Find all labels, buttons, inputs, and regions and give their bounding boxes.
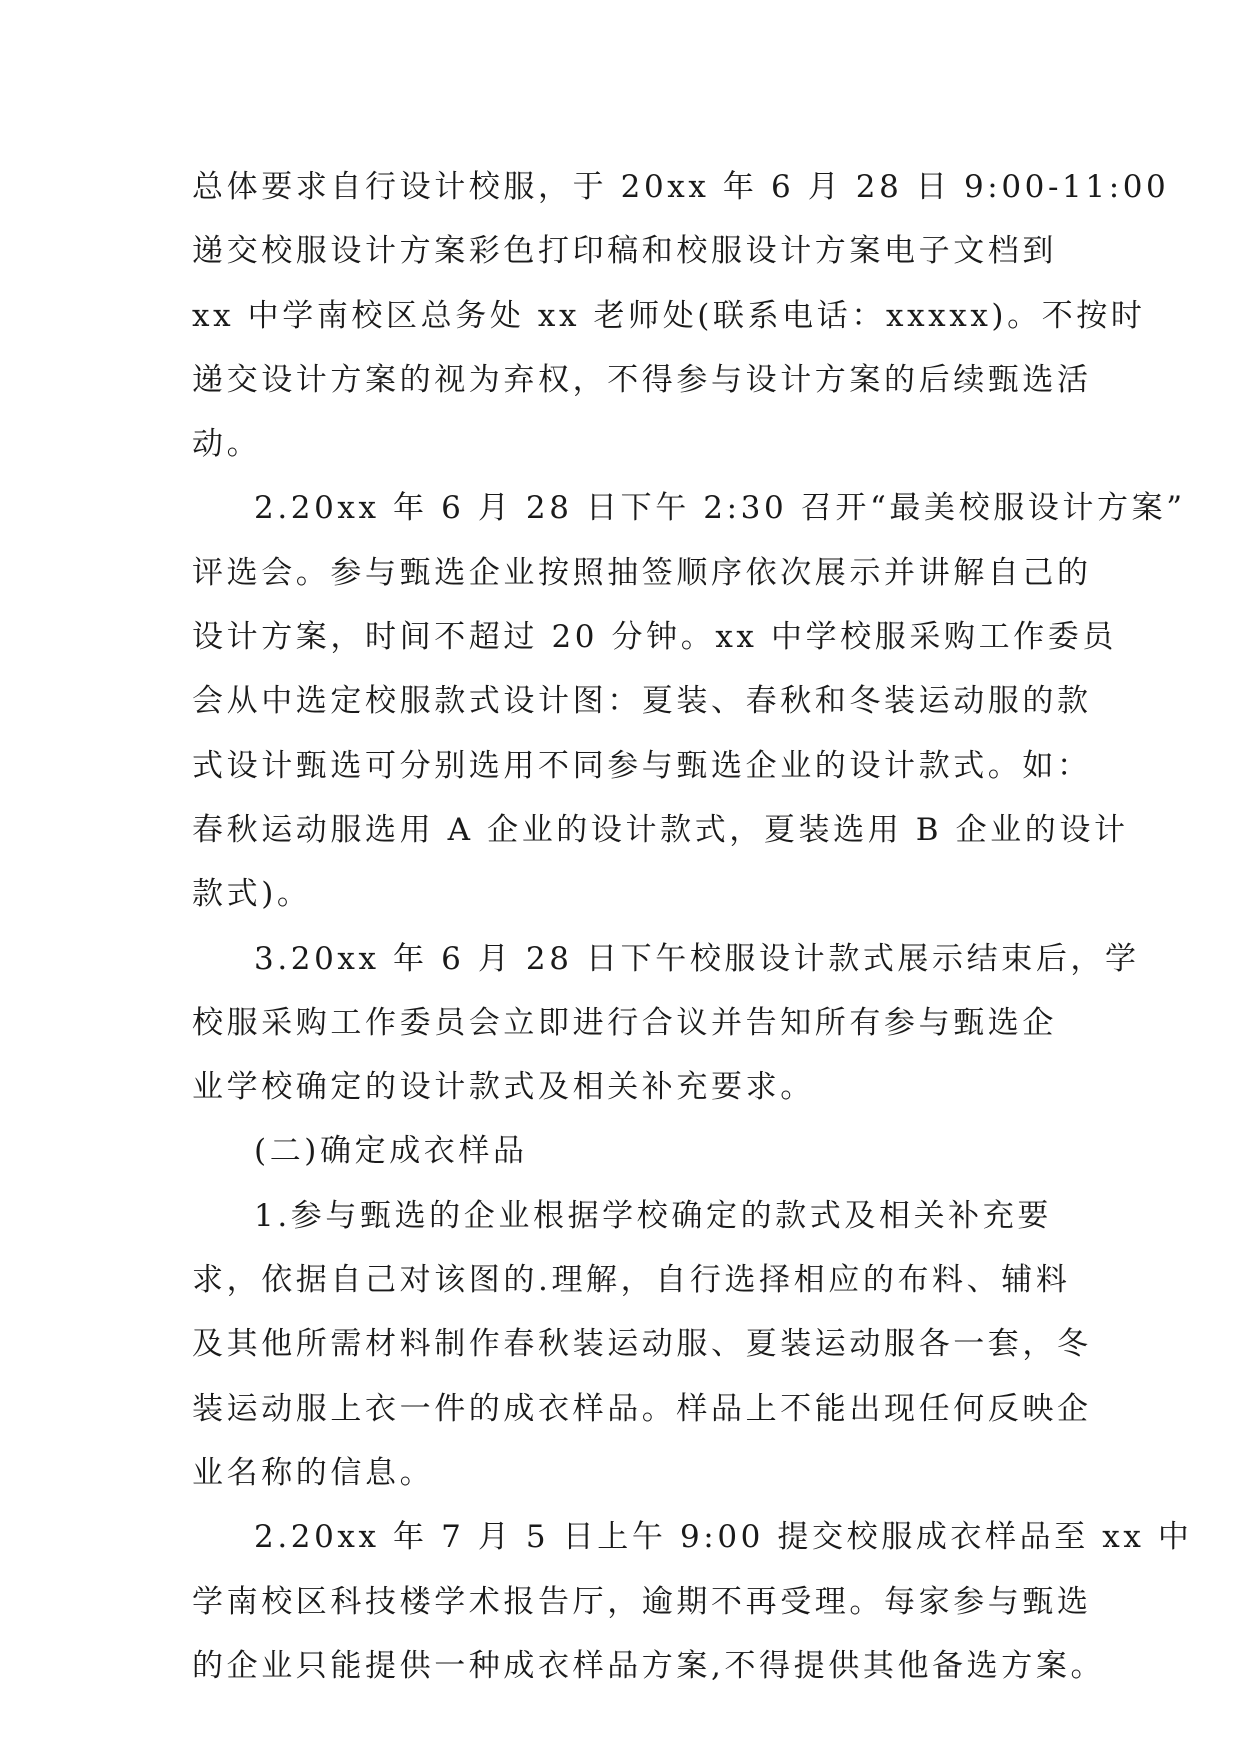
text-line: 设计方案，时间不超过 20 分钟。xx 中学校服采购工作委员 xyxy=(192,619,1117,656)
document-body xyxy=(192,155,1193,1698)
text-line: 会从中选定校服款式设计图：夏装、春秋和冬装运动服的款 xyxy=(192,683,1092,720)
text-line: 式设计甄选可分别选用不同参与甄选企业的设计款式。如： xyxy=(192,747,1092,784)
text-line: 装运动服上衣一件的成衣样品。样品上不能出现任何反映企 xyxy=(192,1390,1092,1427)
text-line: 业学校确定的设计款式及相关补充要求。 xyxy=(192,1069,815,1106)
text-line: 业名称的信息。 xyxy=(192,1454,435,1491)
text-line: 2.20xx 年 7 月 5 日上午 9:00 提交校服成衣样品至 xx 中 xyxy=(254,1519,1193,1556)
text-line: 春秋运动服选用 A 企业的设计款式，夏装选用 B 企业的设计 xyxy=(192,811,1129,848)
text-line: 的企业只能提供一种成衣样品方案,不得提供其他备选方案。 xyxy=(192,1647,1106,1684)
text-line: 学南校区科技楼学术报告厅，逾期不再受理。每家参与甄选 xyxy=(192,1583,1092,1620)
text-line: 动。 xyxy=(192,426,262,463)
text-line: 及其他所需材料制作春秋装运动服、夏装运动服各一套，冬 xyxy=(192,1326,1092,1363)
text-line: 1.参与甄选的企业根据学校确定的款式及相关补充要 xyxy=(254,1197,1052,1234)
text-line: 评选会。参与甄选企业按照抽签顺序依次展示并讲解自己的 xyxy=(192,554,1092,591)
text-line: 递交校服设计方案彩色打印稿和校服设计方案电子文档到 xyxy=(192,233,1057,270)
text-line: (二)确定成衣样品 xyxy=(254,1133,528,1170)
text-line: 校服采购工作委员会立即进行合议并告知所有参与甄选企 xyxy=(192,1004,1057,1041)
text-line: 款式)。 xyxy=(192,876,312,913)
text-line: xx 中学南校区总务处 xx 老师处(联系电话：xxxxx)。不按时 xyxy=(192,297,1146,334)
text-line: 2.20xx 年 6 月 28 日下午 2:30 召开“最美校服设计方案” xyxy=(254,490,1186,527)
text-line: 3.20xx 年 6 月 28 日下午校服设计款式展示结束后，学 xyxy=(254,940,1140,977)
text-line: 递交设计方案的视为弃权，不得参与设计方案的后续甄选活 xyxy=(192,361,1092,398)
text-line: 总体要求自行设计校服，于 20xx 年 6 月 28 日 9:00-11:00 xyxy=(192,169,1170,205)
text-line: 求，依据自己对该图的.理解，自行选择相应的布料、辅料 xyxy=(192,1262,1071,1299)
